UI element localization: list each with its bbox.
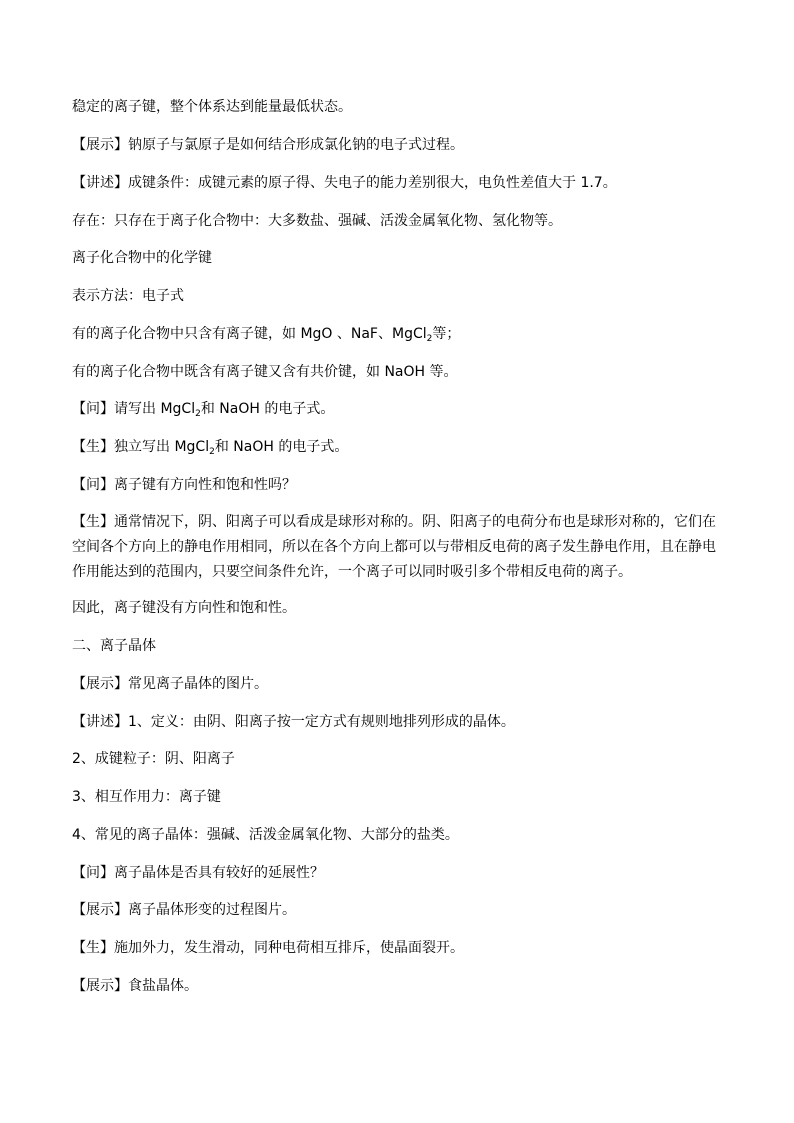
text-line: 4、常见的离子晶体：强碱、活泼金属氧化物、大部分的盐类。 <box>72 827 459 843</box>
section-heading: 二、离子晶体 <box>72 638 156 654</box>
text-line: 3、相互作用力：离子键 <box>72 789 221 805</box>
subscript: 2 <box>426 334 433 344</box>
text-line: 表示方法：电子式 <box>72 288 184 304</box>
text-segment: 【生】独立写出 MgCl <box>72 439 210 455</box>
text-line: 有的离子化合物中既含有离子键又含有共价键，如 NaOH 等。 <box>72 364 458 380</box>
text-line: 稳定的离子键，整个体系达到能量最低状态。 <box>72 99 352 115</box>
text-line: 【讲述】1、定义：由阴、阳离子按一定方式有规则地排列形成的晶体。 <box>72 714 515 730</box>
text-line <box>72 438 722 456</box>
text-paragraph: 【生】通常情况下，阴、阳离子可以看成是球形对称的。阴、阳离子的电荷分布也是球形对称的，它们在空间各个方向上的静电作用相同，所以在各个方向上都可以与带相反电荷的离子发生静电作用，且在静电作用能达到的范围内，只要空间条件允许，一个离子可以同时吸引多个带相反电荷的离子。 <box>72 514 716 580</box>
text-line <box>72 325 722 343</box>
text-segment: 有的离子化合物中只含有离子键，如 MgO 、NaF、MgCl <box>72 326 427 342</box>
text-line: 【问】离子晶体是否具有较好的延展性？ <box>72 865 324 881</box>
text-line: 【生】施加外力，发生滑动，同种电荷相互排斥，使晶面裂开。 <box>72 940 464 956</box>
text-segment: 等； <box>432 326 461 342</box>
text-line: 【展示】常见离子晶体的图片。 <box>72 676 268 692</box>
subscript: 2 <box>195 409 201 419</box>
text-segment: 和 NaOH 的电子式。 <box>200 401 335 417</box>
text-line: 【展示】钠原子与氯原子是如何结合形成氯化钠的电子式过程。 <box>72 137 464 153</box>
text-line <box>72 400 722 418</box>
text-segment: 【问】请写出 MgCl <box>72 401 196 417</box>
text-line: 因此，离子键没有方向性和饱和性。 <box>72 600 296 616</box>
text-line: 存在：只存在于离子化合物中：大多数盐、强碱、活泼金属氧化物、氢化物等。 <box>72 213 562 229</box>
text-segment: 和 NaOH 的电子式。 <box>214 439 349 455</box>
text-line: 【展示】离子晶体形变的过程图片。 <box>72 902 296 918</box>
subscript: 2 <box>209 447 215 457</box>
text-line: 2、成键粒子：阴、阳离子 <box>72 751 235 767</box>
text-line: 【展示】食盐晶体。 <box>72 978 198 994</box>
text-line: 【讲述】成键条件：成键元素的原子得、失电子的能力差别很大，电负性差值大于 1.7。 <box>72 175 617 191</box>
text-line: 【问】离子键有方向性和饱和性吗？ <box>72 477 296 493</box>
text-line: 离子化合物中的化学键 <box>72 250 212 266</box>
